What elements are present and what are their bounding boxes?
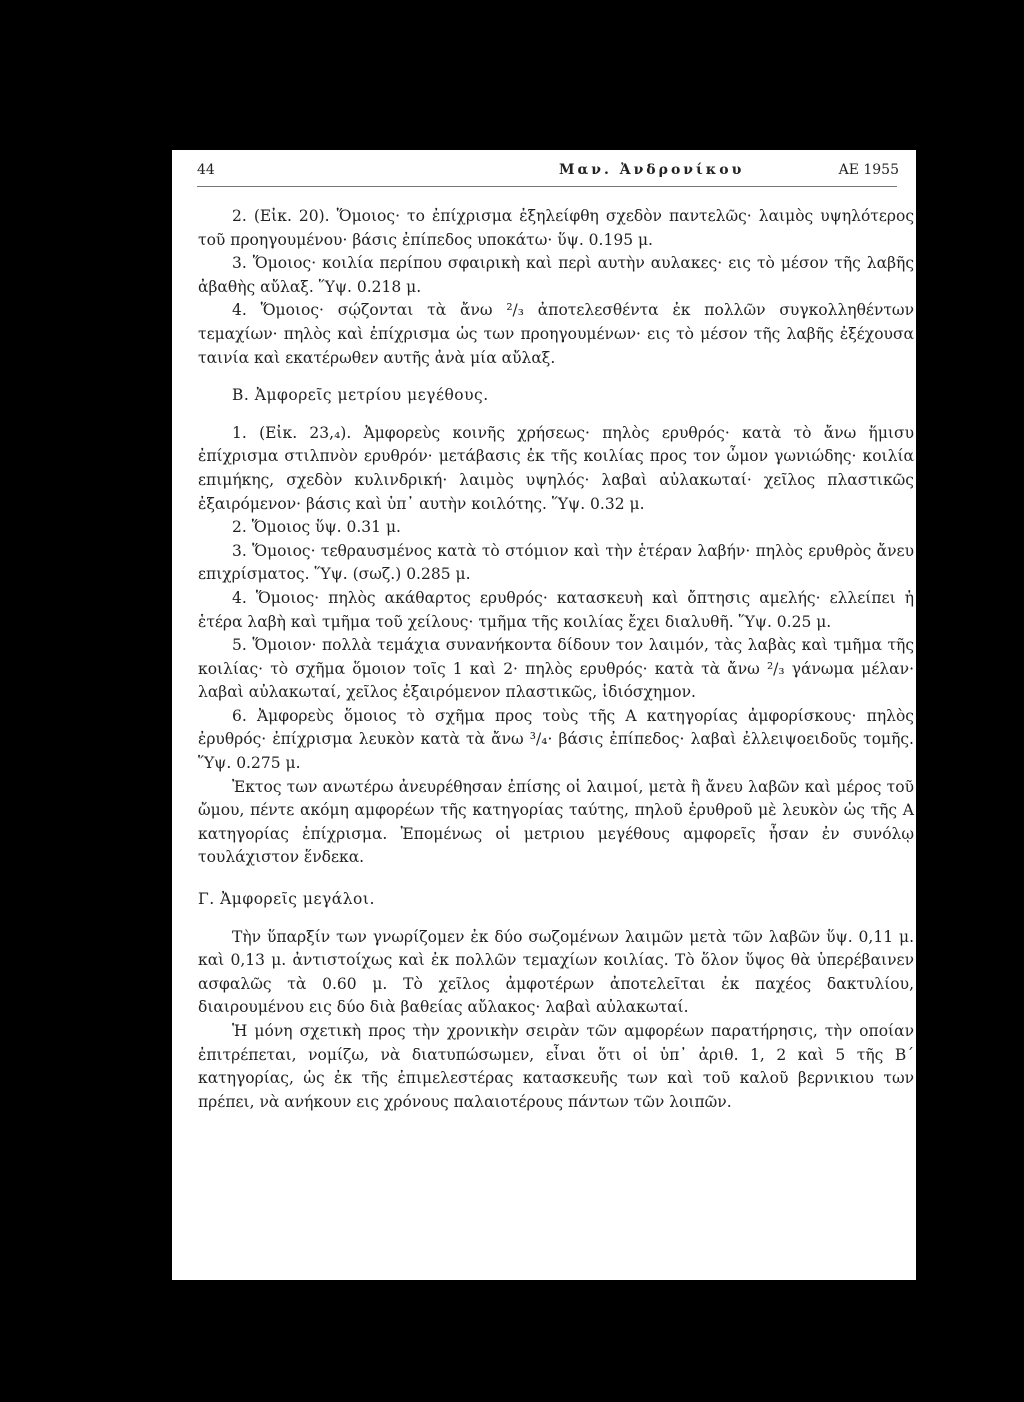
paragraph: 3. Ὅμοιος· κοιλία περίπου σφαιρικὴ καὶ περὶ αυτὴν αυλακες· εις τὸ μέσον τῆς λαβῆς ἀβαθὴς αὔλαξ. Ὕψ. 0.218 μ. [198, 254, 914, 296]
journal-reference: ΑΕ 1955 [838, 162, 899, 178]
paragraph: 4. Ὅμοιος· πηλὸς ακάθαρτος ερυθρός· κατασκευὴ καὶ ὄπτησις αμελής· ελλείπει ἡ ἑτέρα λαβὴ καὶ τμῆμα τοῦ χείλους· τμῆμα τῆς κοιλίας ἔχει διαλυθῆ. Ὕψ. 0.25 μ. [198, 588, 914, 631]
paragraph: Τὴν ὕπαρξίν των γνωρίζομεν ἐκ δύο σωζομένων λαιμῶν μετὰ τῶν λαβῶν ὕψ. 0,11 μ. καὶ 0,13 μ. ἀντιστοίχως καὶ ἐκ πολλῶν τεμαχίων κοιλίας. Τὸ ὅλον ὕψος θὰ ὑπερέβαινεν ασφαλῶς τὰ 0.60 μ. Τὸ χεῖλος ἀμφοτέρων ἀποτελεῖται ἐκ παχέος δακτυλίου, διαιρουμένου εις δύο διὰ βαθείας αὔλακος· λαβαὶ αὐλακωταί. [198, 927, 914, 1017]
header-rule [197, 186, 897, 187]
page-number: 44 [197, 162, 215, 178]
paragraph: Ἐκτος των ανωτέρω ἀνευρέθησαν ἐπίσης οἱ λαιμοί, μετὰ ἢ ἄνευ λαβῶν καὶ μέρος τοῦ ὤμου, πέντε ακόμη αμφορέων τῆς κατηγορίας ταύτης, πηλοῦ ἐρυθροῦ μὲ λευκὸν ὡς τῆς Α κατηγορίας ἐπίχρισμα. Ἐπομένως οἱ μετριου μεγέθους αμφορεῖς ἦσαν ἐν συνόλῳ τουλάχιστον ἕνδεκα. [198, 777, 914, 867]
paragraph: 6. Ἀμφορεὺς ὅμοιος τὸ σχῆμα προς τοὺς τῆς Α κατηγορίας ἀμφορίσκους· πηλὸς ἐρυθρός· ἐπίχρισμα λευκὸν κατὰ τὰ ἄνω ³/₄· βάσις ἐπίπεδος· λαβαὶ ἐλλειψοειδοῦς τομῆς. Ὕψ. 0.275 μ. [198, 706, 914, 773]
body-text [198, 205, 914, 1114]
paragraph: 5. Ὅμοιον· πολλὰ τεμάχια συνανήκοντα δίδουν τον λαιμόν, τὰς λαβὰς καὶ τμῆμα τῆς κοιλίας· τὸ σχῆμα ὅμοιον τοῖς 1 καὶ 2· πηλὸς ερυθρός· κατὰ τὰ ἄνω ²/₃ γάνωμα μέλαν· λαβαὶ αὐλακωταί, χεῖλος ἐξαιρόμενον πλαστικῶς, ἰδιόσχημον. [198, 636, 914, 702]
paragraph: 1. (Εἰκ. 23,₄). Ἀμφορεὺς κοινῆς χρήσεως· πηλὸς ερυθρός· κατὰ τὸ ἄνω ἥμισυ ἐπίχρισμα στιλπνὸν ερυθρόν· μετάβασις ἐκ τῆς κοιλίας προς τον ὦμον γωνιώδης· κοιλία επιμήκης, σχεδὸν κυλινδρική· λαιμὸς υψηλός· λαβαὶ αὐλακωταί· χεῖλος πλαστικῶς ἐξαιρόμενον· βάσις καὶ ὑπ᾽ αυτὴν κοιλότης. Ὕψ. 0.32 μ. [198, 423, 914, 513]
paragraph: 4. Ὅμοιος· σῴζονται τὰ ἄνω ²/₃ ἀποτελεσθέντα ἐκ πολλῶν συγκολληθέντων τεμαχίων· πηλὸς καὶ ἐπίχρισμα ὡς των προηγουμένων· εις τὸ μέσον τῆς λαβῆς ἐξέχουσα ταινία καὶ εκατέρωθεν αυτῆς ἀνὰ μία αὔλαξ. [198, 301, 914, 367]
running-title: Μαν. Ἀνδρονίκου [559, 162, 745, 178]
document-page [172, 150, 916, 1280]
section-heading: Β. Ἀμφορεῖς μετρίου μεγέθους. [232, 386, 489, 405]
page-header [197, 162, 899, 186]
paragraph: Ἡ μόνη σχετικὴ προς τὴν χρονικὴν σειρὰν τῶν αμφορέων παρατήρησις, τὴν οποίαν ἐπιτρέπεται, νομίζω, νὰ διατυπώσωμεν, εἶναι ὅτι οἱ ὑπ᾽ ἀριθ. 1, 2 καὶ 5 τῆς Β΄ κατηγορίας, ὡς ἐκ τῆς ἐπιμελεστέρας κατασκευῆς των καὶ τοῦ καλοῦ βερνικιου των πρέπει, νὰ ανήκουν εις χρόνους παλαιοτέρους πάντων τῶν λοιπῶν. [198, 1022, 914, 1111]
paragraph: 2. (Εἰκ. 20). Ὅμοιος· το ἐπίχρισμα ἐξηλείφθη σχεδὸν παντελῶς· λαιμὸς υψηλότερος τοῦ προηγουμένου· βάσις ἐπίπεδος υποκάτω· ὕψ. 0.195 μ. [198, 207, 914, 249]
section-heading: Γ. Ἀμφορεῖς μεγάλοι. [198, 890, 375, 909]
paragraph: 2. Ὅμοιος ὕψ. 0.31 μ. [232, 518, 401, 537]
paragraph: 3. Ὅμοιος· τεθραυσμένος κατὰ τὸ στόμιον καὶ τὴν ἑτέραν λαβήν· πηλὸς ερυθρὸς ἄνευ επιχρίσματος. Ὕψ. (σωζ.) 0.285 μ. [198, 541, 914, 584]
